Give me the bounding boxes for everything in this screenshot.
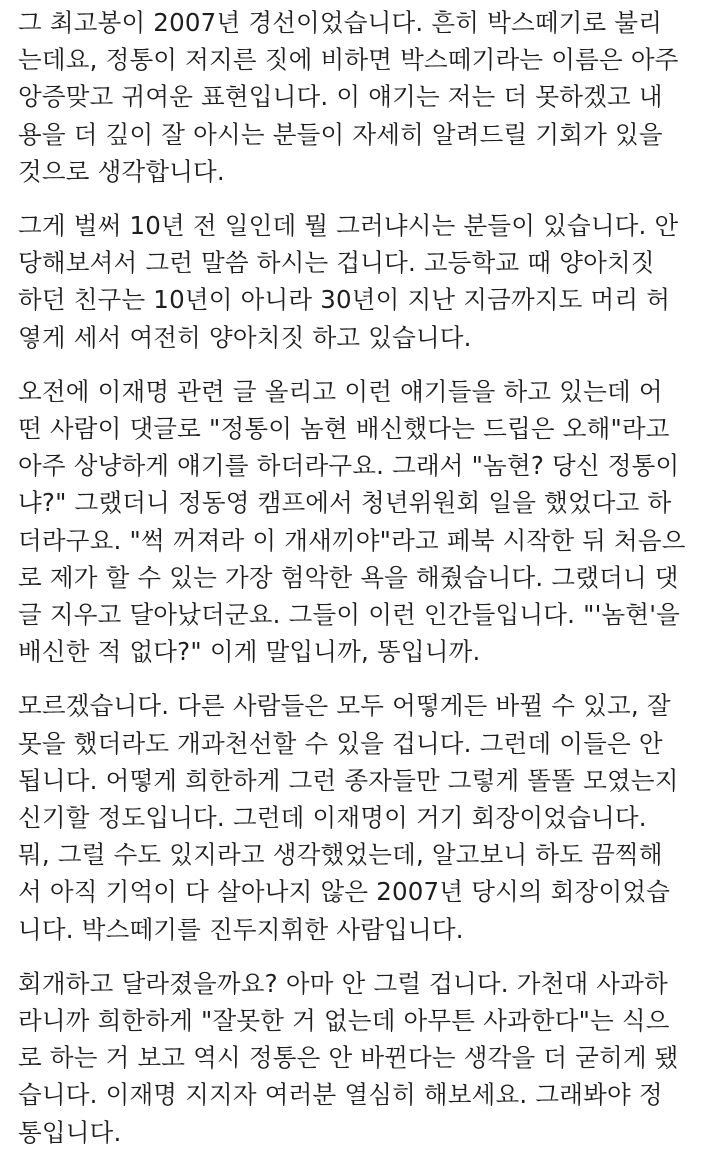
text-line: 아주 상냥하게 얘기를 하더라구요. 그래서 "놈현? 당신 정통이 [18, 451, 680, 481]
text-line: 로 제가 할 수 있는 가장 험악한 욕을 해줬습니다. 그랬더니 댓 [18, 562, 679, 592]
text-line: 앙증맞고 귀여운 표현입니다. 이 얘기는 저는 더 못하겠고 내 [18, 82, 663, 112]
text-line: 당해보셔서 그런 말씀 하시는 겁니다. 고등학교 때 양아치짓 [18, 248, 655, 278]
text-line: 오전에 이재명 관련 글 올리고 이런 얘기들을 하고 있는데 어 [18, 376, 663, 406]
text-line: 로 하는 거 보고 역시 정통은 안 바뀐다는 생각을 더 굳히게 됐 [18, 1043, 679, 1073]
text-line: 서 아직 기억이 다 살아나지 않은 2007년 당시의 회장이었습 [18, 877, 671, 907]
text-line: 글 지우고 달아났더군요. 그들이 이런 인간들입니다. "'놈현'을 [18, 600, 681, 630]
text-line: 라니까 희한하게 "잘못한 거 없는데 아무튼 사과한다"는 식으 [18, 1006, 670, 1036]
text-line: 습니다. 이재명 지지자 여러분 열심히 해보세요. 그래봐야 정 [18, 1080, 663, 1110]
text-line: 회개하고 달라졌을까요? 아마 안 그럴 겁니다. 가천대 사과하 [18, 968, 668, 998]
text-line: 옇게 세서 여전히 양아치짓 하고 있습니다. [18, 322, 472, 352]
paragraph [18, 4, 708, 190]
text-line: 못을 했더라도 개과천선할 수 있을 겁니다. 그런데 이들은 안 [18, 728, 663, 758]
text-line: 신기할 정도입니다. 그런데 이재명이 거기 회장이었습니다. [18, 803, 647, 833]
text-line: 떤 사람이 댓글로 "정통이 놈현 배신했다는 드립은 오해"라고 [18, 414, 670, 444]
text-line: 는데요, 정통이 저지른 짓에 비하면 박스떼기라는 이름은 아주 [18, 45, 679, 75]
text-line: 통입니다. [18, 1117, 122, 1147]
text-line: 하던 친구는 10년이 아니라 30년이 지난 지금까지도 머리 허 [18, 285, 671, 315]
text-line: 그게 벌써 10년 전 일인데 뭘 그러냐시는 분들이 있습니다. 안 [18, 211, 679, 241]
text-line: 됩니다. 어떻게 희한하게 그런 종자들만 그렇게 똘똘 모였는지 [18, 765, 679, 795]
article-body [18, 4, 708, 1168]
paragraph [18, 373, 708, 671]
paragraph [18, 687, 708, 947]
text-line: 모르겠습니다. 다른 사람들은 모두 어떻게든 바뀔 수 있고, 잘 [18, 691, 671, 721]
text-line: 용을 더 깊이 잘 아시는 분들이 자세히 알려드릴 기회가 있을 [18, 119, 663, 149]
text-line: 니다. 박스떼기를 진두지휘한 사람입니다. [18, 914, 464, 944]
text-line: 냐?" 그랬더니 정동영 캠프에서 청년위원회 일을 했었다고 하 [18, 488, 672, 518]
text-line: 그 최고봉이 2007년 경선이었습니다. 흔히 박스떼기로 불리 [18, 8, 663, 37]
text-line: 더라구요. "썩 꺼져라 이 개새끼야"라고 페북 시작한 뒤 처음으 [18, 525, 686, 555]
text-line: 것으로 생각합니다. [18, 156, 225, 186]
paragraph [18, 207, 708, 356]
text-line: 배신한 적 없다?" 이게 말입니까, 똥입니까. [18, 637, 481, 667]
paragraph [18, 965, 708, 1151]
text-line: 뭐, 그럴 수도 있지라고 생각했었는데, 알고보니 하도 끔찍해 [18, 840, 663, 870]
